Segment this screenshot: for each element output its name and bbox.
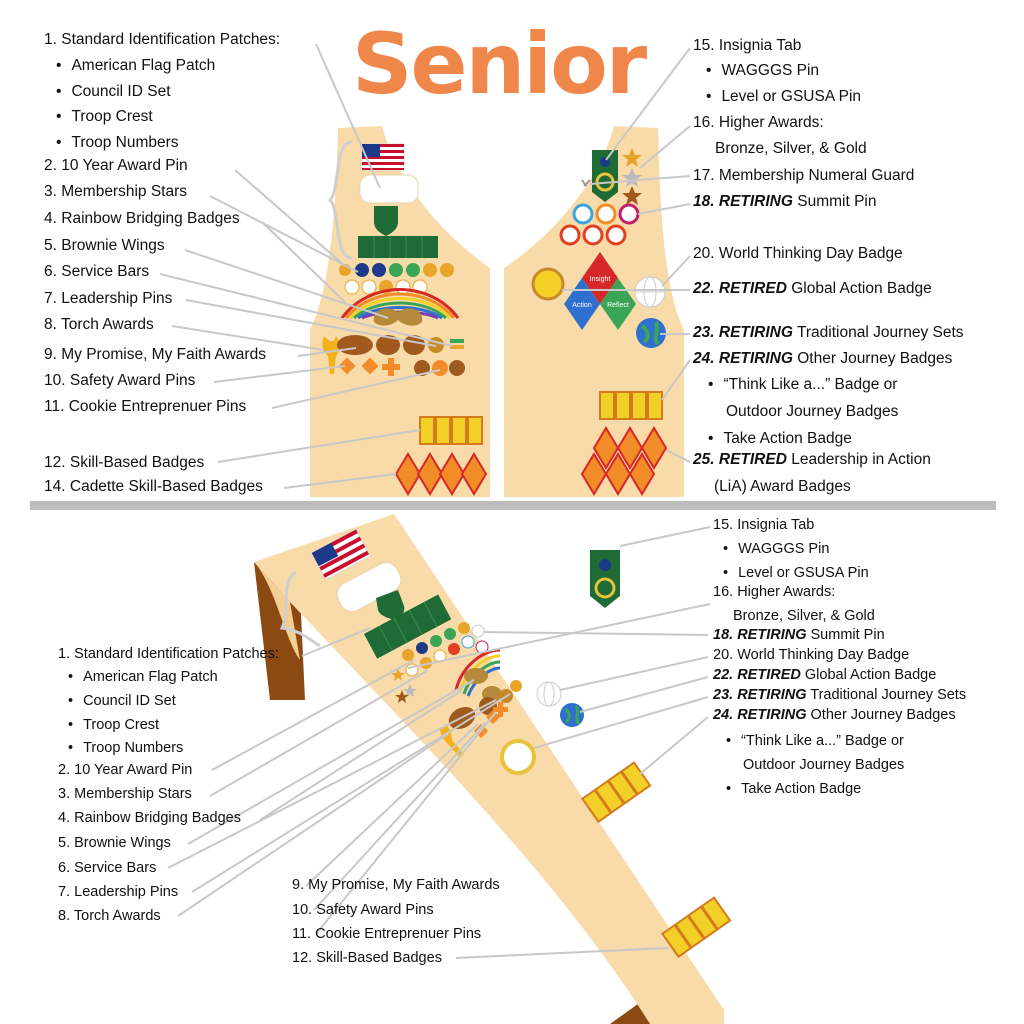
- label-1a: • American Flag Patch: [56, 58, 215, 74]
- safety-award-icon: [339, 358, 400, 376]
- label-24a: • “Think Like a...” Badge or: [708, 377, 897, 393]
- outdoor-journey-icon: [600, 392, 662, 419]
- troop-numbers-icon: [358, 236, 438, 258]
- label-10: 10. Safety Award Pins: [44, 372, 196, 389]
- label-15b: • Level or GSUSA Pin: [706, 89, 861, 105]
- sash-label-24b: Outdoor Journey Badges: [743, 757, 905, 773]
- sash-label-6: 6. Service Bars: [58, 860, 157, 876]
- sash-label-7: 7. Leadership Pins: [58, 884, 179, 900]
- section-divider: [30, 501, 996, 510]
- wagggs-pin-icon: [600, 157, 610, 167]
- sash-world-thinking-icon: [537, 682, 561, 706]
- sash-label-11: 11. Cookie Entreprenuer Pins: [292, 926, 482, 942]
- label-1d: • Troop Numbers: [56, 135, 179, 151]
- sash-label-8: 8. Torch Awards: [58, 908, 161, 924]
- label-22: 22. RETIRED Global Action Badge: [693, 280, 932, 297]
- label-15: 15. Insignia Tab: [693, 37, 802, 54]
- label-24: 24. RETIRING Other Journey Badges: [693, 350, 953, 367]
- sash-label-16a: Bronze, Silver, & Gold: [733, 608, 875, 624]
- label-24c: • Take Action Badge: [708, 431, 852, 447]
- take-action-icon: [533, 269, 563, 299]
- label-12: 12. Skill-Based Badges: [44, 454, 205, 471]
- sash-label-1c: • Troop Crest: [68, 718, 159, 733]
- sash-label-3: 3. Membership Stars: [58, 786, 192, 802]
- sash-label-5: 5. Brownie Wings: [58, 835, 171, 851]
- label-1c: • Troop Crest: [56, 109, 153, 125]
- sash-label-24: 24. RETIRING Other Journey Badges: [713, 707, 956, 723]
- sash-label-15a: • WAGGGS Pin: [723, 542, 829, 557]
- label-3: 3. Membership Stars: [44, 183, 188, 200]
- label-14: 14. Cadette Skill-Based Badges: [44, 478, 263, 495]
- sash-label-15: 15. Insignia Tab: [713, 517, 815, 533]
- label-16a: Bronze, Silver, & Gold: [715, 140, 867, 157]
- council-id-icon: [360, 175, 418, 203]
- sash-label-24a: • “Think Like a...” Badge or: [726, 734, 904, 749]
- sash-skill-badges-icon: [662, 898, 730, 957]
- label-7: 7. Leadership Pins: [44, 290, 173, 307]
- sash-label-22: 22. RETIRED Global Action Badge: [713, 667, 937, 683]
- sash-label-1d: • Troop Numbers: [68, 741, 183, 756]
- label-25: 25. RETIRED Leadership in Action: [693, 451, 931, 468]
- label-1b: • Council ID Set: [56, 84, 171, 100]
- sash-label-10: 10. Safety Award Pins: [292, 902, 434, 918]
- label-11: 11. Cookie Entreprenuer Pins: [44, 398, 247, 415]
- sash-global-action-icon: [560, 703, 584, 727]
- label-17: 17. Membership Numeral Guard: [693, 167, 915, 184]
- sash-label-18: 18. RETIRING Summit Pin: [713, 627, 885, 643]
- label-15a: • WAGGGS Pin: [706, 63, 819, 79]
- label-24b: Outdoor Journey Badges: [726, 403, 899, 420]
- sash-label-12: 12. Skill-Based Badges: [292, 950, 442, 966]
- sash-label-2: 2. 10 Year Award Pin: [58, 762, 193, 778]
- sash-label-1a: • American Flag Patch: [68, 670, 218, 685]
- sash-label-4: 4. Rainbow Bridging Badges: [58, 810, 241, 826]
- reflect-label: Reflect: [607, 302, 629, 309]
- sash-label-16: 16. Higher Awards:: [713, 584, 836, 600]
- sash-take-action-icon: [502, 741, 534, 773]
- sash-label-1: 1. Standard Identification Patches:: [58, 646, 279, 662]
- label-4: 4. Rainbow Bridging Badges: [44, 210, 240, 227]
- label-1: 1. Standard Identification Patches:: [44, 31, 281, 48]
- skill-badges-icon: [420, 417, 482, 444]
- label-8: 8. Torch Awards: [44, 316, 154, 333]
- label-2: 2. 10 Year Award Pin: [44, 157, 188, 174]
- label-16: 16. Higher Awards:: [693, 114, 824, 131]
- page-title: Senior: [352, 15, 646, 113]
- sash-label-24c: • Take Action Badge: [726, 782, 861, 797]
- label-20: 20. World Thinking Day Badge: [693, 245, 903, 262]
- sash-label-23: 23. RETIRING Traditional Journey Sets: [713, 687, 967, 703]
- world-thinking-icon: [635, 277, 665, 307]
- label-6: 6. Service Bars: [44, 263, 150, 280]
- sash-label-20: 20. World Thinking Day Badge: [713, 647, 910, 663]
- sash-insignia-tab-icon: [590, 550, 620, 608]
- sash-label-9: 9. My Promise, My Faith Awards: [292, 877, 500, 893]
- label-18: 18. RETIRING Summit Pin: [693, 193, 877, 210]
- label-25a: (LiA) Award Badges: [714, 478, 851, 495]
- label-23: 23. RETIRING Traditional Journey Sets: [693, 324, 964, 341]
- sash-label-1b: • Council ID Set: [68, 694, 176, 709]
- sash-body: [254, 514, 724, 1024]
- insight-label: Insight: [589, 276, 611, 283]
- sash-journey-badges-icon: [582, 763, 650, 822]
- american-flag-icon: [362, 144, 404, 170]
- sash: [254, 514, 724, 1024]
- action-label: Action: [572, 302, 592, 309]
- label-9: 9. My Promise, My Faith Awards: [44, 346, 266, 363]
- label-5: 5. Brownie Wings: [44, 237, 165, 254]
- sash-label-15b: • Level or GSUSA Pin: [723, 566, 869, 581]
